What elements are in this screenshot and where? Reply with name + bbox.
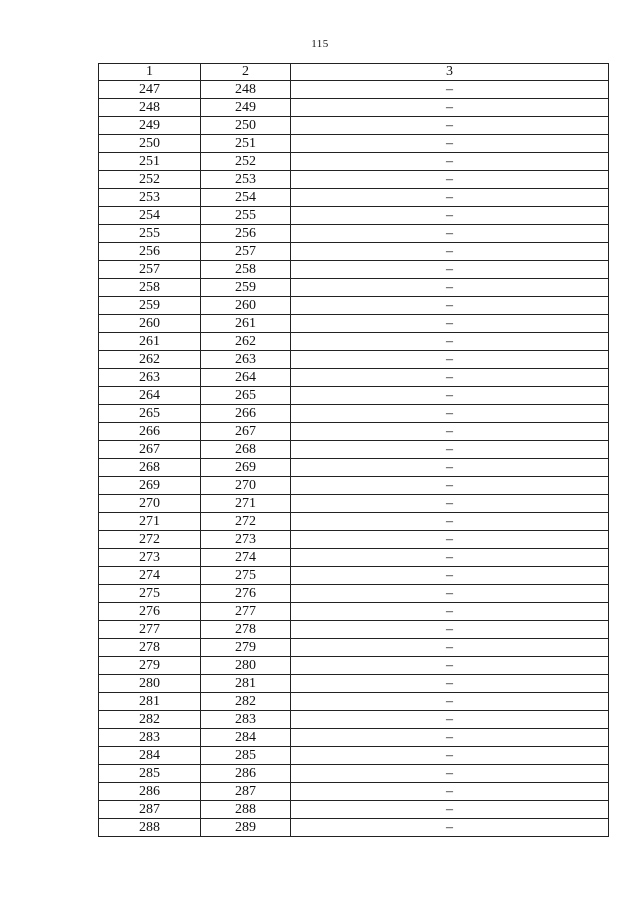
cell-col-1: 255 <box>99 225 201 243</box>
table-row <box>99 423 609 441</box>
cell-col-3: – <box>291 441 609 459</box>
cell-col-3: – <box>291 153 609 171</box>
cell-col-2: 265 <box>201 387 291 405</box>
cell-col-1: 266 <box>99 423 201 441</box>
cell-col-1: 261 <box>99 333 201 351</box>
cell-col-3: – <box>291 243 609 261</box>
table-row <box>99 783 609 801</box>
cell-col-2: 274 <box>201 549 291 567</box>
cell-col-1: 256 <box>99 243 201 261</box>
table-row <box>99 747 609 765</box>
cell-col-1: 258 <box>99 279 201 297</box>
page-number: 115 <box>311 38 329 50</box>
table-body <box>99 81 609 837</box>
table-row <box>99 171 609 189</box>
table-row <box>99 693 609 711</box>
cell-col-3: – <box>291 387 609 405</box>
cell-col-3: – <box>291 711 609 729</box>
table-row <box>99 369 609 387</box>
cell-col-2: 258 <box>201 261 291 279</box>
cell-col-3: – <box>291 531 609 549</box>
cell-col-2: 249 <box>201 99 291 117</box>
table-row <box>99 405 609 423</box>
cell-col-2: 248 <box>201 81 291 99</box>
cell-col-3: – <box>291 333 609 351</box>
cell-col-2: 268 <box>201 441 291 459</box>
table-row <box>99 99 609 117</box>
cell-col-2: 286 <box>201 765 291 783</box>
cell-col-2: 257 <box>201 243 291 261</box>
cell-col-1: 259 <box>99 297 201 315</box>
data-table <box>98 63 609 837</box>
cell-col-1: 249 <box>99 117 201 135</box>
cell-col-1: 254 <box>99 207 201 225</box>
cell-col-1: 277 <box>99 621 201 639</box>
cell-col-1: 252 <box>99 171 201 189</box>
cell-col-3: – <box>291 297 609 315</box>
cell-col-2: 271 <box>201 495 291 513</box>
cell-col-2: 255 <box>201 207 291 225</box>
cell-col-2: 269 <box>201 459 291 477</box>
header-row <box>99 64 609 81</box>
cell-col-1: 265 <box>99 405 201 423</box>
cell-col-1: 281 <box>99 693 201 711</box>
cell-col-2: 287 <box>201 783 291 801</box>
cell-col-3: – <box>291 765 609 783</box>
cell-col-3: – <box>291 495 609 513</box>
cell-col-1: 274 <box>99 567 201 585</box>
cell-col-3: – <box>291 99 609 117</box>
cell-col-1: 264 <box>99 387 201 405</box>
cell-col-3: – <box>291 603 609 621</box>
cell-col-2: 263 <box>201 351 291 369</box>
cell-col-1: 279 <box>99 657 201 675</box>
table-row <box>99 333 609 351</box>
table-row <box>99 441 609 459</box>
cell-col-1: 257 <box>99 261 201 279</box>
table-row <box>99 711 609 729</box>
cell-col-3: – <box>291 369 609 387</box>
cell-col-1: 263 <box>99 369 201 387</box>
table-row <box>99 315 609 333</box>
cell-col-1: 251 <box>99 153 201 171</box>
table-row <box>99 387 609 405</box>
cell-col-1: 287 <box>99 801 201 819</box>
cell-col-3: – <box>291 747 609 765</box>
cell-col-2: 261 <box>201 315 291 333</box>
cell-col-1: 253 <box>99 189 201 207</box>
cell-col-3: – <box>291 117 609 135</box>
table-row <box>99 549 609 567</box>
table-row <box>99 477 609 495</box>
cell-col-2: 272 <box>201 513 291 531</box>
cell-col-2: 279 <box>201 639 291 657</box>
cell-col-1: 278 <box>99 639 201 657</box>
cell-col-2: 281 <box>201 675 291 693</box>
cell-col-3: – <box>291 171 609 189</box>
cell-col-1: 247 <box>99 81 201 99</box>
table-row <box>99 351 609 369</box>
table-row <box>99 567 609 585</box>
cell-col-1: 282 <box>99 711 201 729</box>
cell-col-2: 256 <box>201 225 291 243</box>
table-row <box>99 207 609 225</box>
cell-col-2: 260 <box>201 297 291 315</box>
cell-col-1: 284 <box>99 747 201 765</box>
table-row <box>99 81 609 99</box>
column-header-2: 2 <box>201 64 291 81</box>
cell-col-1: 273 <box>99 549 201 567</box>
cell-col-3: – <box>291 315 609 333</box>
cell-col-3: – <box>291 225 609 243</box>
table-row <box>99 459 609 477</box>
cell-col-2: 280 <box>201 657 291 675</box>
table-row <box>99 279 609 297</box>
column-header-1: 1 <box>99 64 201 81</box>
cell-col-1: 269 <box>99 477 201 495</box>
cell-col-2: 259 <box>201 279 291 297</box>
cell-col-1: 276 <box>99 603 201 621</box>
cell-col-3: – <box>291 279 609 297</box>
cell-col-2: 289 <box>201 819 291 837</box>
cell-col-1: 270 <box>99 495 201 513</box>
cell-col-2: 282 <box>201 693 291 711</box>
cell-col-3: – <box>291 693 609 711</box>
cell-col-1: 267 <box>99 441 201 459</box>
table-row <box>99 117 609 135</box>
table-row <box>99 639 609 657</box>
cell-col-1: 271 <box>99 513 201 531</box>
cell-col-3: – <box>291 513 609 531</box>
cell-col-3: – <box>291 729 609 747</box>
cell-col-3: – <box>291 675 609 693</box>
cell-col-3: – <box>291 819 609 837</box>
table-row <box>99 225 609 243</box>
cell-col-2: 283 <box>201 711 291 729</box>
cell-col-1: 283 <box>99 729 201 747</box>
cell-col-3: – <box>291 189 609 207</box>
cell-col-2: 267 <box>201 423 291 441</box>
table-row <box>99 531 609 549</box>
cell-col-2: 266 <box>201 405 291 423</box>
table-row <box>99 621 609 639</box>
cell-col-3: – <box>291 405 609 423</box>
table-row <box>99 729 609 747</box>
cell-col-3: – <box>291 801 609 819</box>
cell-col-1: 268 <box>99 459 201 477</box>
table-header <box>99 64 609 81</box>
table-row <box>99 657 609 675</box>
table-row <box>99 765 609 783</box>
column-header-3: 3 <box>291 64 609 81</box>
cell-col-1: 285 <box>99 765 201 783</box>
cell-col-3: – <box>291 477 609 495</box>
cell-col-3: – <box>291 81 609 99</box>
cell-col-2: 253 <box>201 171 291 189</box>
table-row <box>99 603 609 621</box>
table-row <box>99 495 609 513</box>
cell-col-2: 285 <box>201 747 291 765</box>
cell-col-2: 254 <box>201 189 291 207</box>
table-row <box>99 153 609 171</box>
cell-col-2: 277 <box>201 603 291 621</box>
cell-col-3: – <box>291 261 609 279</box>
cell-col-3: – <box>291 567 609 585</box>
cell-col-3: – <box>291 135 609 153</box>
cell-col-1: 288 <box>99 819 201 837</box>
cell-col-2: 275 <box>201 567 291 585</box>
cell-col-3: – <box>291 585 609 603</box>
table-row <box>99 189 609 207</box>
cell-col-1: 272 <box>99 531 201 549</box>
cell-col-3: – <box>291 621 609 639</box>
table-row <box>99 819 609 837</box>
cell-col-2: 264 <box>201 369 291 387</box>
table-row <box>99 675 609 693</box>
cell-col-1: 250 <box>99 135 201 153</box>
cell-col-2: 252 <box>201 153 291 171</box>
cell-col-1: 280 <box>99 675 201 693</box>
cell-col-2: 270 <box>201 477 291 495</box>
cell-col-3: – <box>291 351 609 369</box>
table-row <box>99 513 609 531</box>
cell-col-2: 284 <box>201 729 291 747</box>
table-row <box>99 297 609 315</box>
cell-col-1: 262 <box>99 351 201 369</box>
cell-col-2: 273 <box>201 531 291 549</box>
cell-col-3: – <box>291 549 609 567</box>
cell-col-3: – <box>291 423 609 441</box>
cell-col-3: – <box>291 783 609 801</box>
cell-col-2: 251 <box>201 135 291 153</box>
table-row <box>99 243 609 261</box>
cell-col-1: 260 <box>99 315 201 333</box>
table-row <box>99 261 609 279</box>
cell-col-3: – <box>291 657 609 675</box>
cell-col-2: 278 <box>201 621 291 639</box>
cell-col-1: 286 <box>99 783 201 801</box>
cell-col-3: – <box>291 639 609 657</box>
cell-col-2: 250 <box>201 117 291 135</box>
table-row <box>99 135 609 153</box>
cell-col-1: 248 <box>99 99 201 117</box>
cell-col-3: – <box>291 207 609 225</box>
cell-col-2: 276 <box>201 585 291 603</box>
cell-col-2: 288 <box>201 801 291 819</box>
cell-col-3: – <box>291 459 609 477</box>
cell-col-1: 275 <box>99 585 201 603</box>
table-row <box>99 585 609 603</box>
table-row <box>99 801 609 819</box>
cell-col-2: 262 <box>201 333 291 351</box>
